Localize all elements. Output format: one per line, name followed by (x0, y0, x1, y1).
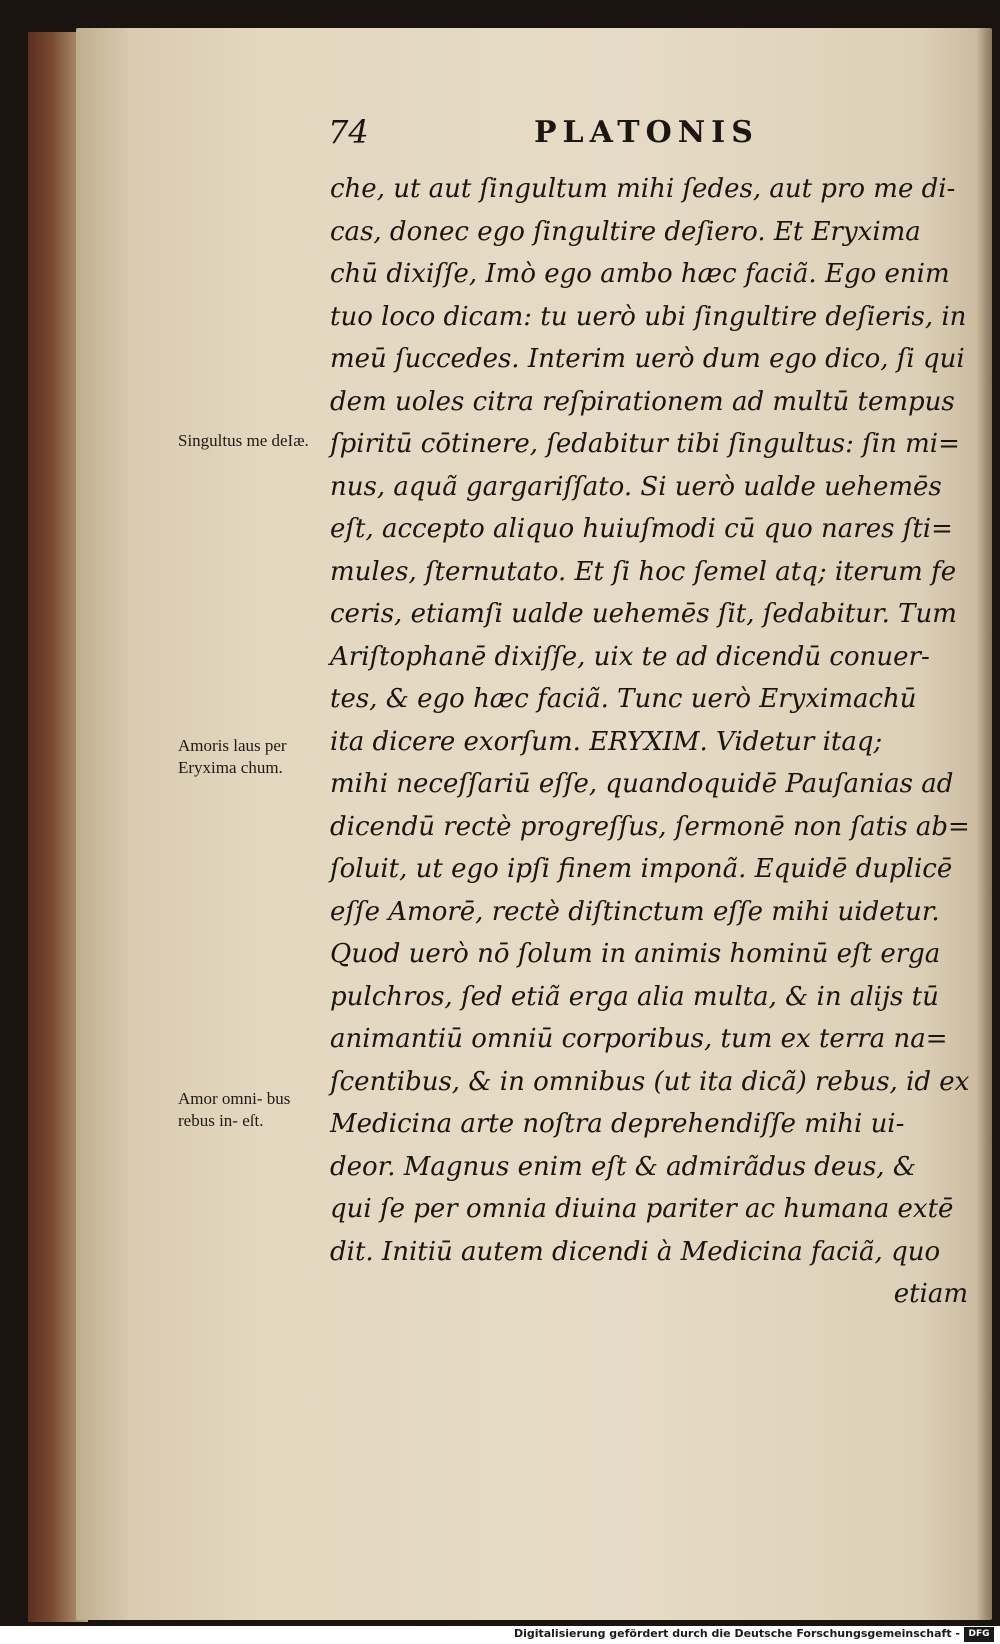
text-line: eſſe Amorē, rectè diſtinctum eſſe mihi uidetur. (330, 896, 940, 927)
text-line: meū ſuccedes. Interim uerò dum ego dico, ſi qui (330, 344, 965, 374)
text-line: nus, aquã gargariſſato. Si uerò ualde uehemēs (330, 471, 942, 502)
text-line: pulchros, ſed etiã erga alia multa, & in alijs tū (330, 981, 939, 1012)
page-gutter-shadow (976, 28, 992, 1620)
body-text (330, 168, 970, 1316)
text-line: mules, ſternutato. Et ſi hoc ſemel atq; iterum fe (330, 556, 957, 587)
text-line: che, ut aut ſingultum mihi ſedes, aut pro me di- (330, 174, 956, 204)
marginal-note-singultus: Singultus me deIæ. (178, 431, 309, 450)
text-line: dicendū rectè progreſſus, ſermonē non ſatis ab= (330, 811, 970, 842)
text-line: eſt, accepto aliquo huiuſmodi cū quo nares ſti= (330, 514, 953, 544)
text-line: mihi neceſſariū eſſe, quandoquidē Pauſanias ad (330, 769, 954, 799)
text-line: Ariſtophanē dixiſſe, uix te ad dicendū conuer- (330, 641, 930, 672)
catchword: etiam (893, 1279, 968, 1309)
text-line: qui ſe per omnia diuina pariter ac humana extē (330, 1194, 954, 1224)
text-line: cas, donec ego ſingultire deſiero. Et Eryxima (330, 216, 921, 247)
text-line: dit. Initiū autem dicendi à Medicina faciã, quo (330, 1236, 941, 1267)
marginal-note-amor-omnibus: Amor omni- bus rebus in- eſt. (178, 1089, 291, 1130)
dfg-logo: DFG (964, 1627, 994, 1642)
text-line: ſoluit, ut ego ipſi finem imponã. Equidē duplicē (330, 854, 953, 884)
page-number: 74 (328, 113, 369, 151)
text-line: Quod uerò nō ſolum in animis hominū eſt erga (330, 939, 941, 969)
text-line: ſcentibus, & in omnibus (ut ita dicã) rebus, id ex (330, 1066, 970, 1097)
text-line: ſpiritū cōtinere, ſedabitur tibi ſingultus: ſin mi= (330, 429, 960, 459)
funding-credit: Digitalisierung gefördert durch die Deutsche Forschungsgemeinschaft - (513, 1627, 960, 1640)
footer-bar (0, 1626, 1000, 1644)
running-head (322, 95, 792, 151)
text-line: chū dixiſſe, Imò ego ambo hæc faciã. Ego enim (330, 259, 950, 289)
text-line: tes, & ego hæc faciã. Tunc uerò Eryximachū (330, 684, 917, 714)
marginal-note-amoris-laus: Amoris laus per Eryxima chum. (178, 736, 287, 777)
text-line: deor. Magnus enim eſt & admirãdus deus, & (330, 1151, 916, 1182)
text-line: ceris, etiamſi ualde uehemēs ſit, ſedabitur. Tum (330, 599, 957, 629)
text-line: Medicina arte noſtra deprehendiſſe mihi ui- (330, 1109, 905, 1139)
text-line: dem uoles citra reſpirationem ad multū tempus (330, 386, 955, 417)
text-line: tuo loco dicam: tu uerò ubi ſingultire deſieris, in (330, 301, 967, 332)
running-title: PLATONIS (534, 115, 759, 150)
text-line: ita dicere exorſum. ERYXIM. Videtur itaq; (330, 726, 883, 757)
text-line: animantiū omniū corporibus, tum ex terra na= (330, 1024, 948, 1054)
